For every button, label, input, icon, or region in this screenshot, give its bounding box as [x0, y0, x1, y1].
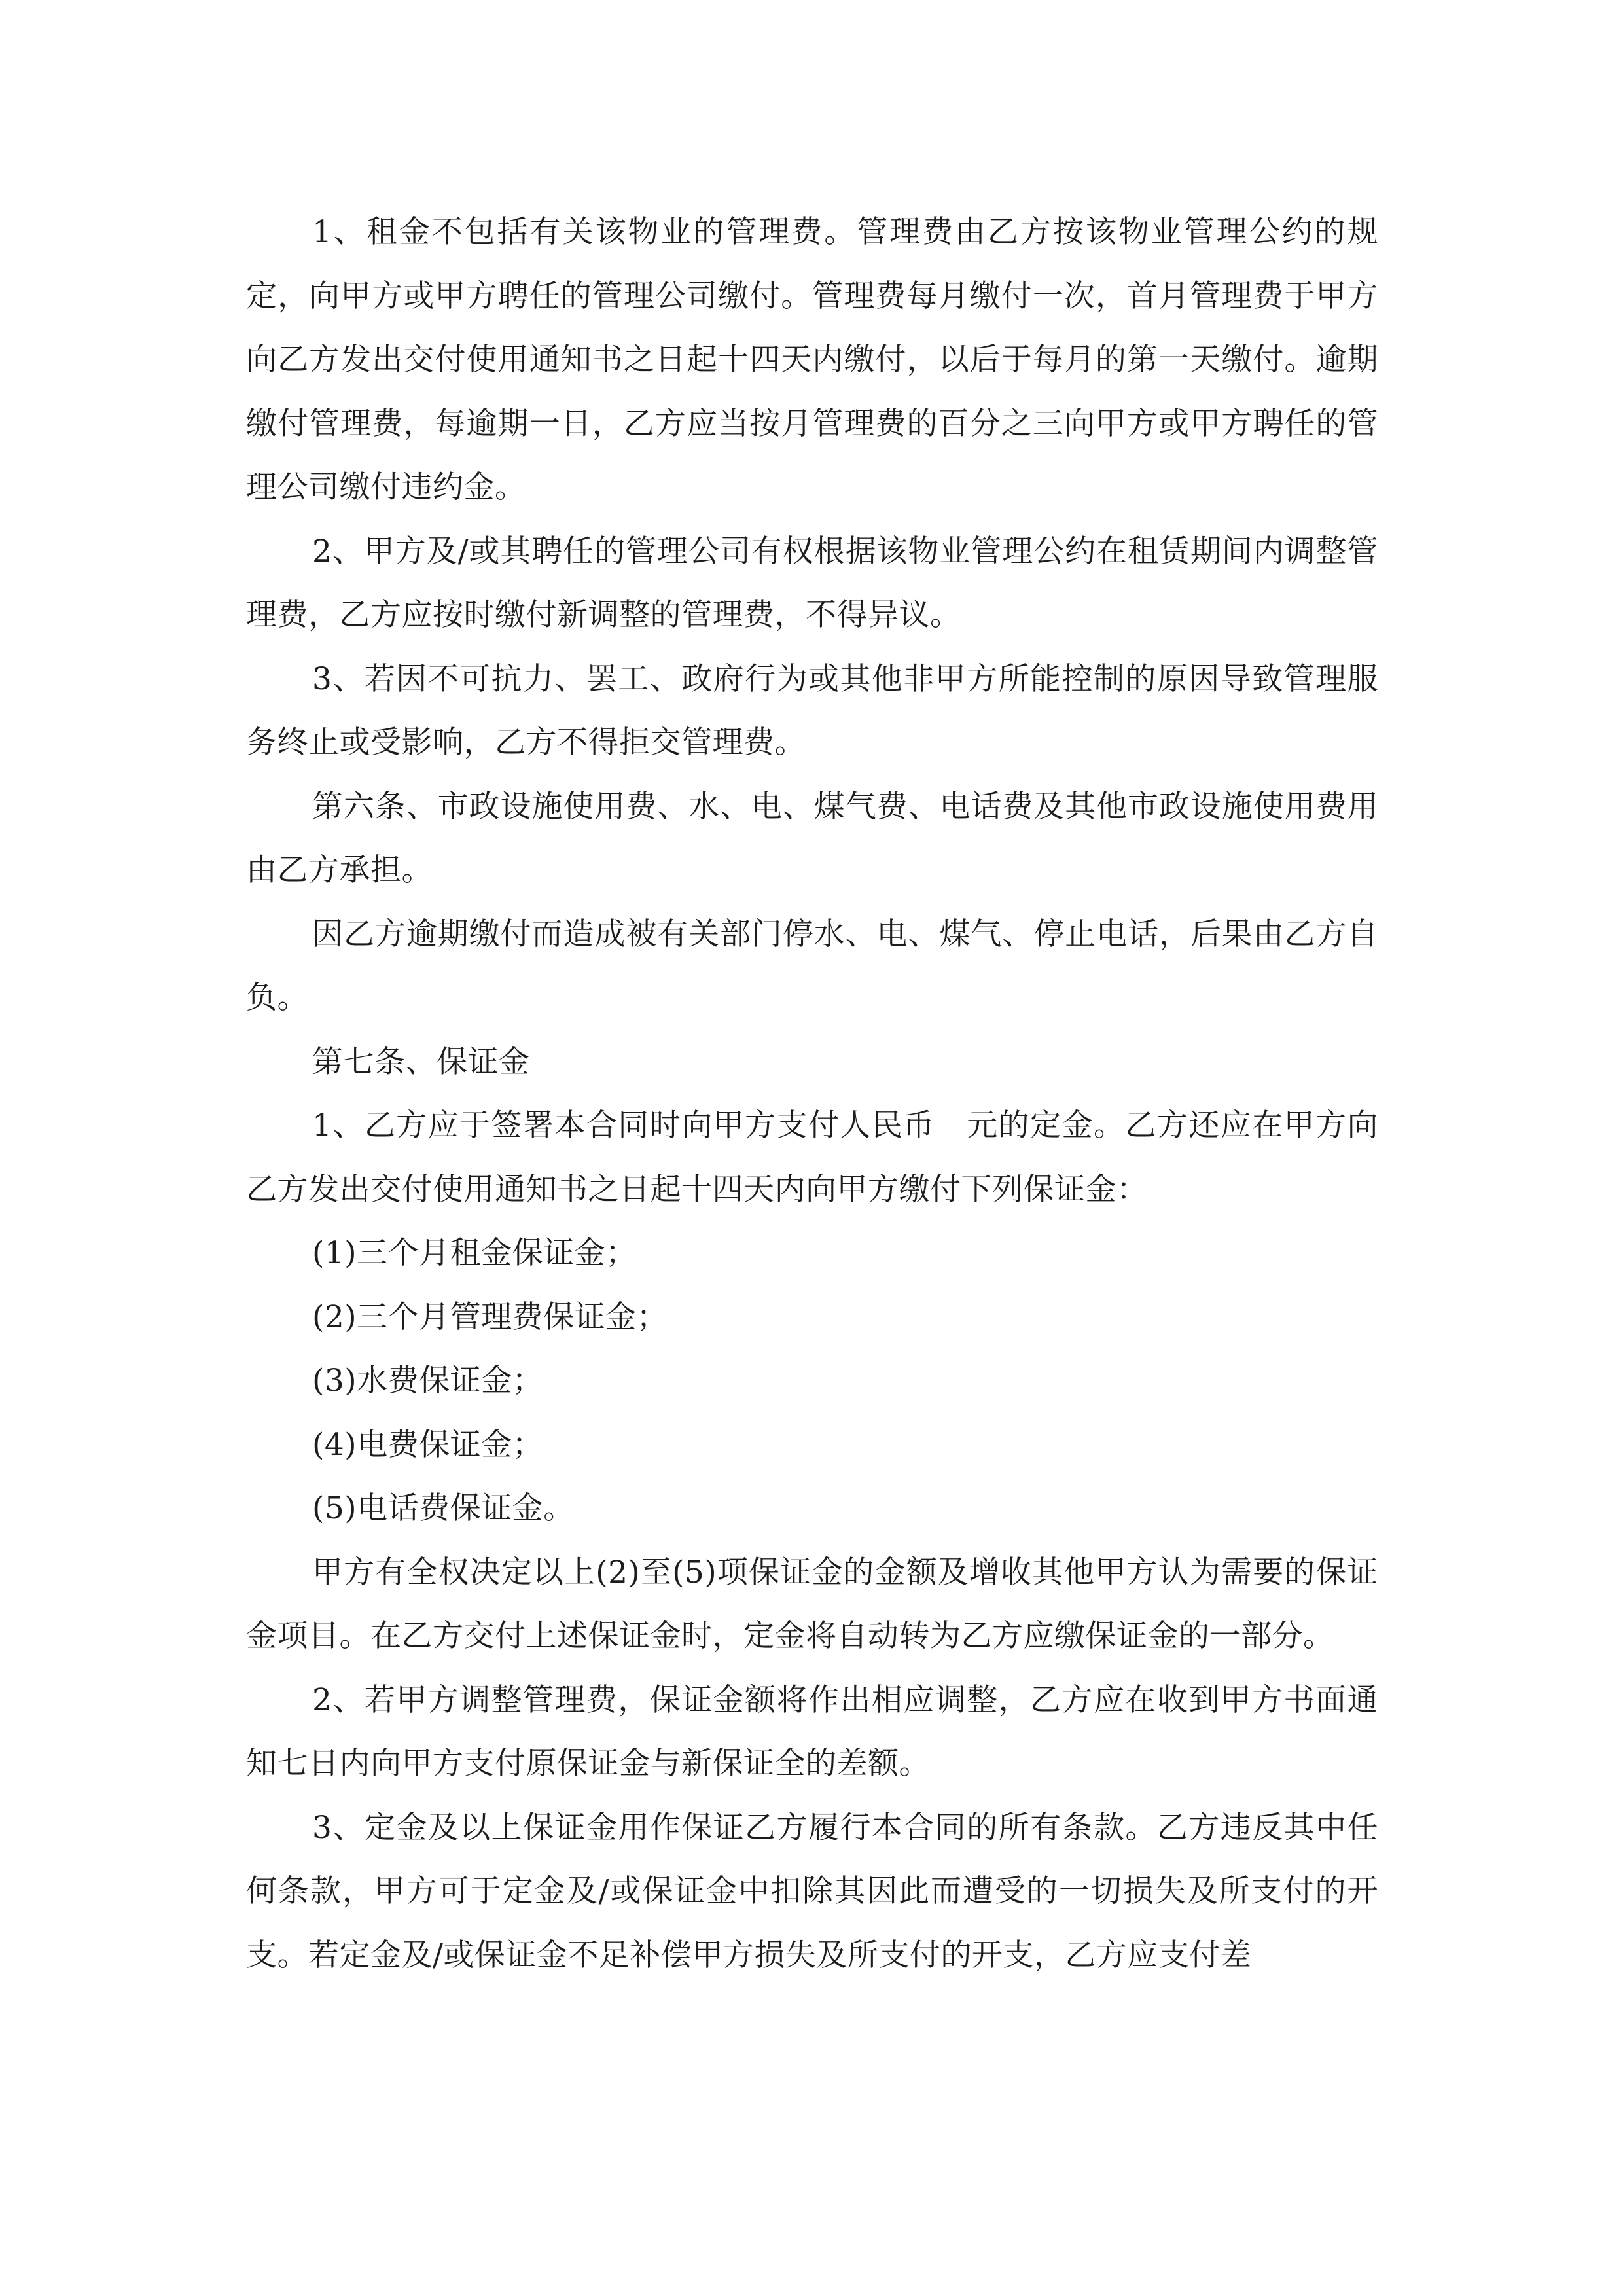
paragraph-4: 第六条、市政设施使用费、水、电、煤气费、电话费及其他市政设施使用费用由乙方承担。 — [246, 788, 1378, 888]
paragraph-5: 因乙方逾期缴付而造成被有关部门停水、电、煤气、停止电话，后果由乙方自负。 — [246, 916, 1378, 1016]
list-item-1: (1)三个月租金保证金； — [312, 1235, 637, 1271]
paragraph-14: 2、若甲方调整管理费，保证金额将作出相应调整，乙方应在收到甲方书面通知七日内向甲方支付原保证金与新保证全的差额。 — [246, 1681, 1378, 1782]
document-body — [246, 200, 1378, 1987]
paragraph-7: 1、乙方应于签署本合同时向甲方支付人民币 元的定金。乙方还应在甲方向乙方发出交付使用通知书之日起十四天内向甲方缴付下列保证金： — [246, 1107, 1378, 1208]
paragraph-2: 2、甲方及/或其聘任的管理公司有权根据该物业管理公约在租赁期间内调整管理费，乙方应按时缴付新调整的管理费，不得异议。 — [246, 533, 1378, 633]
paragraph-13: 甲方有全权决定以上(2)至(5)项保证金的金额及增收其他甲方认为需要的保证金项目。在乙方交付上述保证金时，定金将自动转为乙方应缴保证金的一部分。 — [246, 1554, 1378, 1654]
paragraph-1: 1、租金不包括有关该物业的管理费。管理费由乙方按该物业管理公约的规定，向甲方或甲方聘任的管理公司缴付。管理费每月缴付一次，首月管理费于甲方向乙方发出交付使用通知书之日起十四天内缴付，以后于每月的第一天缴付。逾期缴付管理费，每逾期一日，乙方应当按月管理费的百分之三向甲方或甲方聘任的管理公司缴付违约金。 — [246, 214, 1378, 505]
paragraph-3: 3、若因不可抗力、罢工、政府行为或其他非甲方所能控制的原因导致管理服务终止或受影响，乙方不得拒交管理费。 — [246, 660, 1378, 761]
section-heading-article-7: 第七条、保证金 — [312, 1043, 530, 1080]
list-item-2: (2)三个月管理费保证金； — [312, 1299, 668, 1335]
list-item-4: (4)电费保证金； — [312, 1426, 544, 1463]
paragraph-15: 3、定金及以上保证金用作保证乙方履行本合同的所有条款。乙方违反其中任何条款，甲方可于定金及/或保证金中扣除其因此而遭受的一切损失及所支付的开支。若定金及/或保证金不足补偿甲方损失及所支付的开支，乙方应支付差 — [246, 1809, 1378, 1973]
list-item-5: (5)电话费保证金。 — [312, 1490, 575, 1526]
list-item-3: (3)水费保证金； — [312, 1363, 544, 1399]
